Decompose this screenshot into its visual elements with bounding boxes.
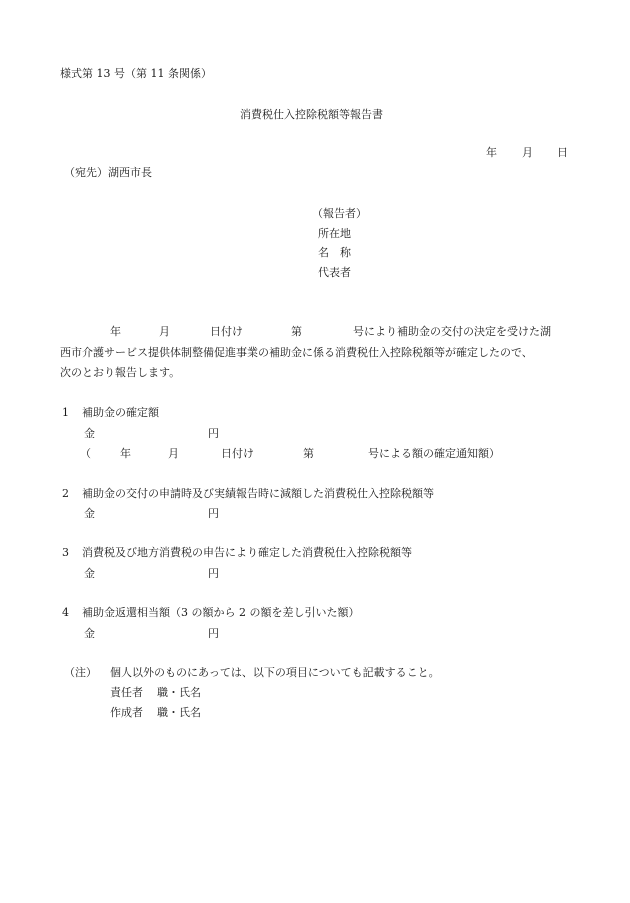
body-line1-tail: 号により補助金の交付の決定を受けた湖 (353, 325, 551, 338)
amount-suffix: 円 (208, 567, 219, 580)
note-label: （注） (64, 666, 97, 679)
reporter-name-label: 名 称 (318, 246, 351, 259)
body-dated-label: 日付け (210, 325, 243, 338)
date-month-label: 月 (522, 146, 533, 159)
item-number: 3 (62, 546, 69, 559)
note-tail: 号による額の確定通知額） (368, 447, 500, 460)
body-year-label: 年 (110, 325, 121, 338)
note-year-label: 年 (120, 447, 131, 460)
body-line3: 次のとおり報告します。 (60, 366, 181, 379)
item-heading: 補助金の確定額 (82, 406, 159, 419)
amount-prefix: 金 (84, 507, 95, 520)
date-year-label: 年 (486, 146, 497, 159)
amount-suffix: 円 (208, 427, 219, 440)
body-line2: 西市介護サービス提供体制整備促進事業の補助金に係る消費税仕入控除税額等が確定したので、 (60, 346, 533, 359)
item-heading: 消費税及び地方消費税の申告により確定した消費税仕入控除税額等 (82, 546, 412, 559)
note-month-label: 月 (168, 447, 179, 460)
note-no-prefix: 第 (303, 447, 314, 460)
item-number: 2 (62, 487, 69, 500)
note-entry-role: 責任者 (110, 686, 143, 699)
amount-prefix: 金 (84, 627, 95, 640)
form-number: 様式第 13 号（第 11 条関係） (60, 67, 212, 80)
reporter-representative-label: 代表者 (318, 266, 351, 279)
item-heading: 補助金の交付の申請時及び実績報告時に減額した消費税仕入控除税額等 (82, 487, 434, 500)
amount-prefix: 金 (84, 567, 95, 580)
note-open-paren: （ (80, 447, 91, 460)
note-dated-label: 日付け (221, 447, 254, 460)
document-title: 消費税仕入控除税額等報告書 (240, 108, 383, 121)
amount-suffix: 円 (208, 507, 219, 520)
reporter-heading: （報告者） (312, 207, 367, 220)
item-heading: 補助金返還相当額（3 の額から 2 の額を差し引いた額） (82, 606, 360, 619)
addressee: （宛先）湖西市長 (64, 166, 152, 179)
body-no-prefix: 第 (291, 325, 302, 338)
amount-prefix: 金 (84, 427, 95, 440)
body-month-label: 月 (159, 325, 170, 338)
note-text: 個人以外のものにあっては、以下の項目についても記載すること。 (110, 666, 440, 679)
item-number: 1 (62, 406, 69, 419)
item-number: 4 (62, 606, 69, 619)
note-entry-detail: 職・氏名 (157, 706, 201, 719)
note-entry-role: 作成者 (110, 706, 143, 719)
date-day-label: 日 (557, 146, 568, 159)
amount-suffix: 円 (208, 627, 219, 640)
reporter-address-label: 所在地 (318, 227, 351, 240)
note-entry-detail: 職・氏名 (157, 686, 201, 699)
